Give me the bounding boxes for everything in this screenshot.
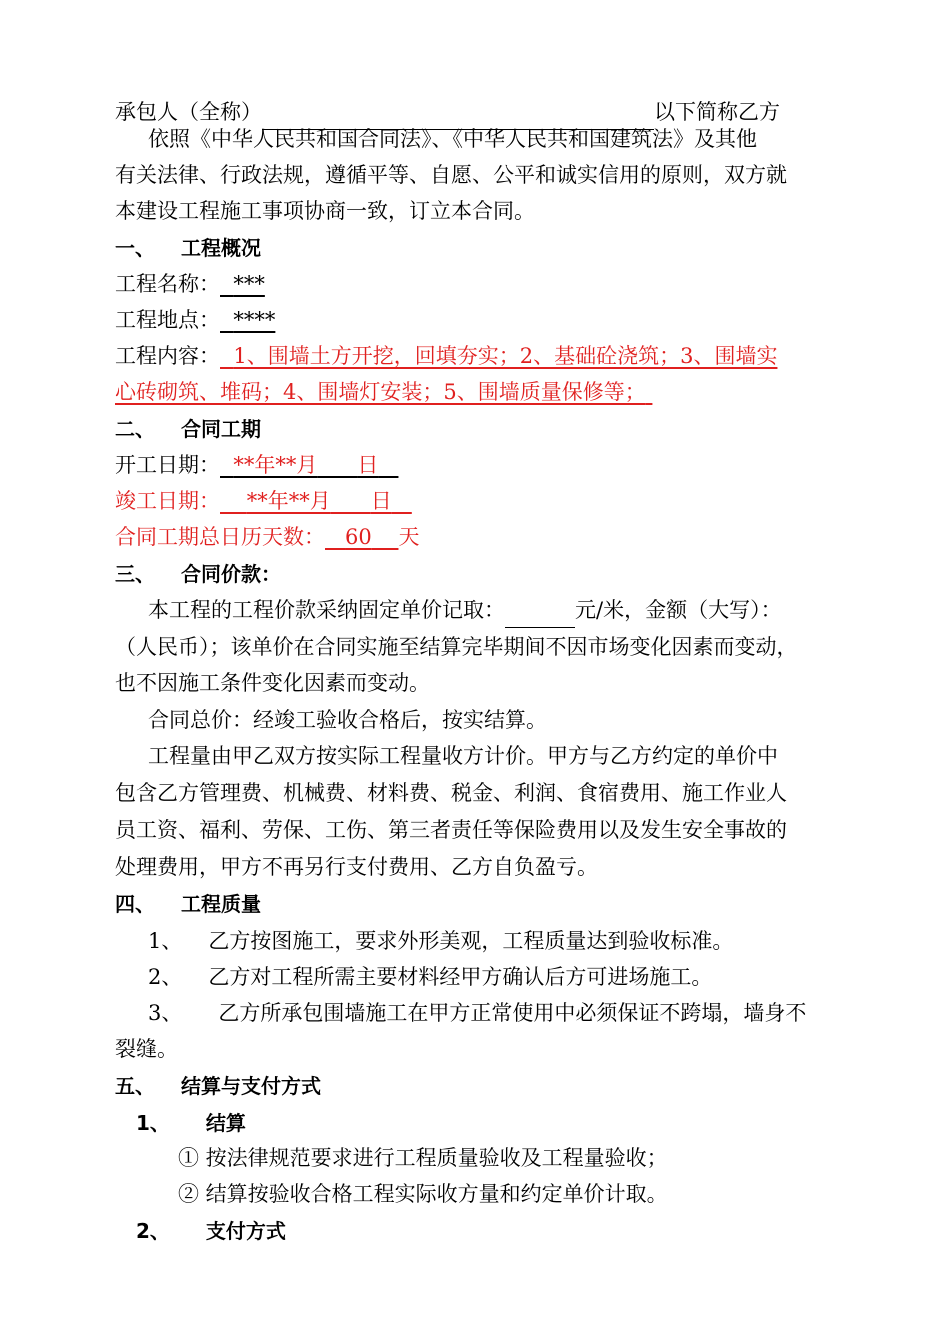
price-line-3: 也不因施工条件变化因素而变动。: [115, 671, 430, 695]
unit-price-text: 本工程的工程价款采纳固定单价记取：: [148, 598, 505, 622]
start-date-label: 开工日期：: [115, 453, 220, 477]
quality-item-3-text: 乙方所承包围墙施工在甲方正常使用中必须保证不跨塌，墙身不: [218, 1001, 807, 1025]
section-1-title: 工程概况: [181, 236, 261, 260]
section-5-heading: [115, 1068, 855, 1104]
project-location-label: 工程地点：: [115, 308, 220, 332]
quantity-line-1: 工程量由甲乙双方按实际工程量收方计价。甲方与乙方约定的单价中: [148, 744, 778, 768]
section-3-title: 合同价款：: [181, 562, 281, 586]
quantity-line-2: 包含乙方管理费、机械费、材料费、税金、利润、食宿费用、施工作业人: [115, 781, 787, 805]
project-location-value[interactable]: ****: [233, 308, 276, 332]
settlement-clause-2: ② 结算按验收合格工程实际收方量和约定单价计取。: [178, 1182, 668, 1206]
quality-item-1-text: 乙方按图施工，要求外形美观，工程质量达到验收标准。: [208, 929, 734, 953]
intro-line-1: 依照《中华人民共和国合同法》、《中华人民共和国建筑法》及其他: [148, 127, 757, 151]
quality-item-3-number: 3、: [148, 1001, 183, 1025]
total-days-line: [115, 519, 855, 555]
section-2-number: 二、: [115, 417, 155, 441]
project-name-line: [115, 266, 855, 302]
price-line-1: [148, 592, 855, 628]
start-date-line: [115, 447, 855, 483]
amount-text: 元/米，金额（大写）：: [575, 598, 782, 622]
settlement-subheading: [136, 1105, 855, 1141]
section-2-heading: [115, 411, 855, 447]
quality-item-3: [148, 995, 855, 1031]
section-4-heading: [115, 886, 855, 922]
quality-item-2: [148, 959, 855, 995]
quality-item-2-number: 2、: [148, 965, 183, 989]
project-content-line-2: [115, 374, 855, 410]
settlement-title: 结算: [205, 1111, 246, 1135]
payment-subheading: [136, 1213, 855, 1249]
project-name-value[interactable]: ***: [233, 272, 265, 296]
end-date-line: [115, 483, 855, 519]
section-1-number: 一、: [115, 236, 155, 260]
settlement-clause-1: ① 按法律规范要求进行工程质量验收及工程量验收；: [178, 1146, 668, 1170]
quality-item-3-cont: 裂缝。: [115, 1037, 178, 1061]
payment-number: 2、: [136, 1219, 170, 1243]
project-content-line-1: [115, 338, 855, 374]
price-line-2: （人民币）；该单价在合同实施至结算完毕期间不因市场变化因素而变动，: [115, 635, 798, 659]
start-date-value[interactable]: **年**月 日: [233, 453, 379, 477]
section-5-number: 五、: [115, 1074, 155, 1098]
section-2-title: 合同工期: [181, 417, 261, 441]
total-price-line: 合同总价：经竣工验收合格后，按实结算。: [148, 708, 547, 732]
intro-line-3: 本建设工程施工事项协商一致，订立本合同。: [115, 199, 535, 223]
quantity-line-4: 处理费用，甲方不再另行支付费用、乙方自负盈亏。: [115, 855, 598, 879]
quality-item-1: [148, 923, 855, 959]
project-content-label: 工程内容：: [115, 344, 220, 368]
quality-item-1-number: 1、: [148, 929, 183, 953]
section-4-number: 四、: [115, 892, 155, 916]
quantity-line-3: 员工资、福利、劳保、工伤、第三者责任等保险费用以及发生安全事故的: [115, 818, 787, 842]
section-4-title: 工程质量: [181, 892, 261, 916]
project-location-line: [115, 302, 855, 338]
contractor-suffix: 以下简称乙方: [654, 100, 780, 124]
contractor-label: 承包人（全称）: [115, 100, 262, 124]
total-days-value[interactable]: 60: [345, 525, 372, 549]
project-name-label: 工程名称：: [115, 272, 220, 296]
payment-title: 支付方式: [205, 1219, 286, 1243]
project-content-value-2: 心砖砌筑、堆码；4、围墙灯安装；5、围墙质量保修等；: [115, 380, 646, 404]
total-days-unit: 天: [398, 525, 420, 549]
end-date-value[interactable]: **年**月 日: [246, 489, 392, 513]
quality-item-2-text: 乙方对工程所需主要材料经甲方确认后方可进场施工。: [208, 965, 713, 989]
unit-price-blank[interactable]: [505, 601, 575, 628]
end-date-label: 竣工日期：: [115, 489, 220, 513]
section-3-number: 三、: [115, 562, 155, 586]
section-3-heading: [115, 556, 855, 592]
section-1-heading: [115, 230, 855, 266]
project-content-value-1: 1、围墙土方开挖，回填夯实；2、基础砼浇筑；3、围墙实: [233, 344, 778, 368]
settlement-number: 1、: [136, 1111, 170, 1135]
intro-line-2: 有关法律、行政法规，遵循平等、自愿、公平和诚实信用的原则，双方就: [115, 163, 787, 187]
section-5-title: 结算与支付方式: [181, 1074, 321, 1098]
total-days-label: 合同工期总日历天数：: [115, 525, 325, 549]
